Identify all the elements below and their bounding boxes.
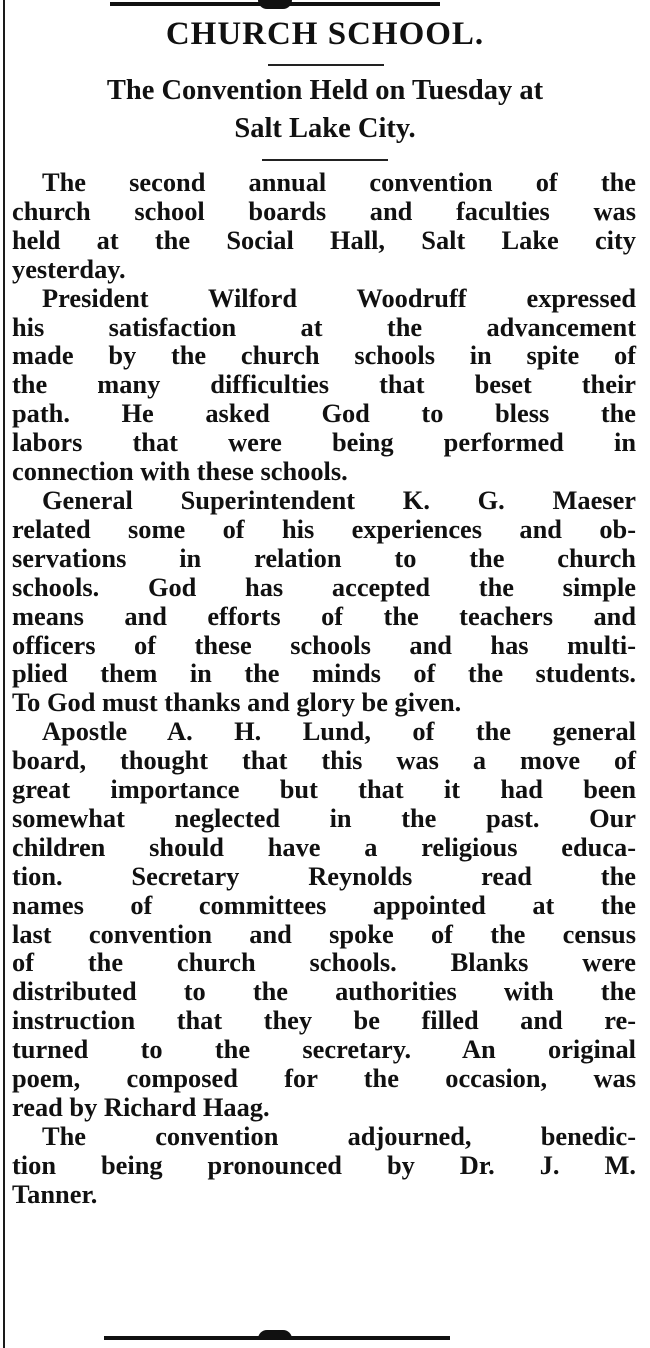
text-line: labors that were being performed in <box>12 427 636 458</box>
text-line: tion being pronounced by Dr. J. M. <box>12 1149 636 1180</box>
text-line: made by the church schools in spite of <box>12 340 636 371</box>
article-body <box>12 168 636 1209</box>
paragraph-2 <box>12 284 636 486</box>
title-divider <box>268 64 384 66</box>
text-line: servations in relation to the church <box>12 542 636 573</box>
paragraph-5 <box>12 1122 636 1209</box>
text-line: somewhat neglected in the past. Our <box>12 802 636 833</box>
text-line: General Superintendent K. G. Maeser <box>42 484 636 515</box>
text-line: last convention and spoke of the census <box>12 918 636 949</box>
text-line: the many difficulties that beset their <box>12 369 636 400</box>
text-line: of the church schools. Blanks were <box>12 947 636 978</box>
text-line: held at the Social Hall, Salt Lake city <box>12 224 636 255</box>
paragraph-3 <box>12 486 636 717</box>
article-title: CHURCH SCHOOL. <box>165 16 485 52</box>
text-line: names of committees appointed at the <box>12 889 636 920</box>
bottom-ornament <box>258 1330 292 1339</box>
text-line: instruction that they be filled and re- <box>12 1005 636 1036</box>
text-line: board, thought that this was a move of <box>12 745 636 776</box>
text-line: church school boards and faculties was <box>12 195 636 226</box>
text-line: read by Richard Haag. <box>12 1092 270 1122</box>
subtitle-line: The Convention Held on Tuesday at <box>106 75 544 106</box>
text-line: To God must thanks and glory be given. <box>12 687 462 718</box>
paragraph-1 <box>12 168 636 284</box>
text-line: The second annual convention of the <box>42 167 636 197</box>
text-line: his satisfaction at the advancement <box>12 311 636 342</box>
text-line: turned to the secretary. An original <box>12 1034 636 1065</box>
subtitle-divider <box>262 159 388 161</box>
text-line: poem, composed for the occasion, was <box>12 1063 636 1094</box>
text-line: path. He asked God to bless the <box>12 398 636 429</box>
text-line: Apostle A. H. Lund, of the general <box>42 716 636 747</box>
text-line: distributed to the authorities with the <box>12 976 636 1007</box>
text-line: children should have a religious educa- <box>12 831 636 862</box>
article-subtitle <box>0 72 650 148</box>
text-line: plied them in the minds of the students. <box>12 658 636 689</box>
text-line: Tanner. <box>12 1178 98 1209</box>
subtitle-line: Salt Lake City. <box>234 113 416 144</box>
column-rule <box>3 0 5 1348</box>
text-line: officers of these schools and has multi- <box>12 629 636 660</box>
text-line: tion. Secretary Reynolds read the <box>12 860 636 891</box>
text-line: related some of his experiences and ob- <box>12 513 636 544</box>
text-line: President Wilford Woodruff expressed <box>42 282 636 313</box>
text-line: connection with these schools. <box>12 456 348 487</box>
paragraph-4 <box>12 717 636 1122</box>
text-line: great importance but that it had been <box>12 774 636 805</box>
text-line: means and efforts of the teachers and <box>12 600 636 631</box>
text-line: The convention adjourned, benedic- <box>42 1120 636 1151</box>
top-ornament <box>258 0 292 9</box>
text-line: yesterday. <box>12 253 126 284</box>
text-line: schools. God has accepted the simple <box>12 571 636 602</box>
